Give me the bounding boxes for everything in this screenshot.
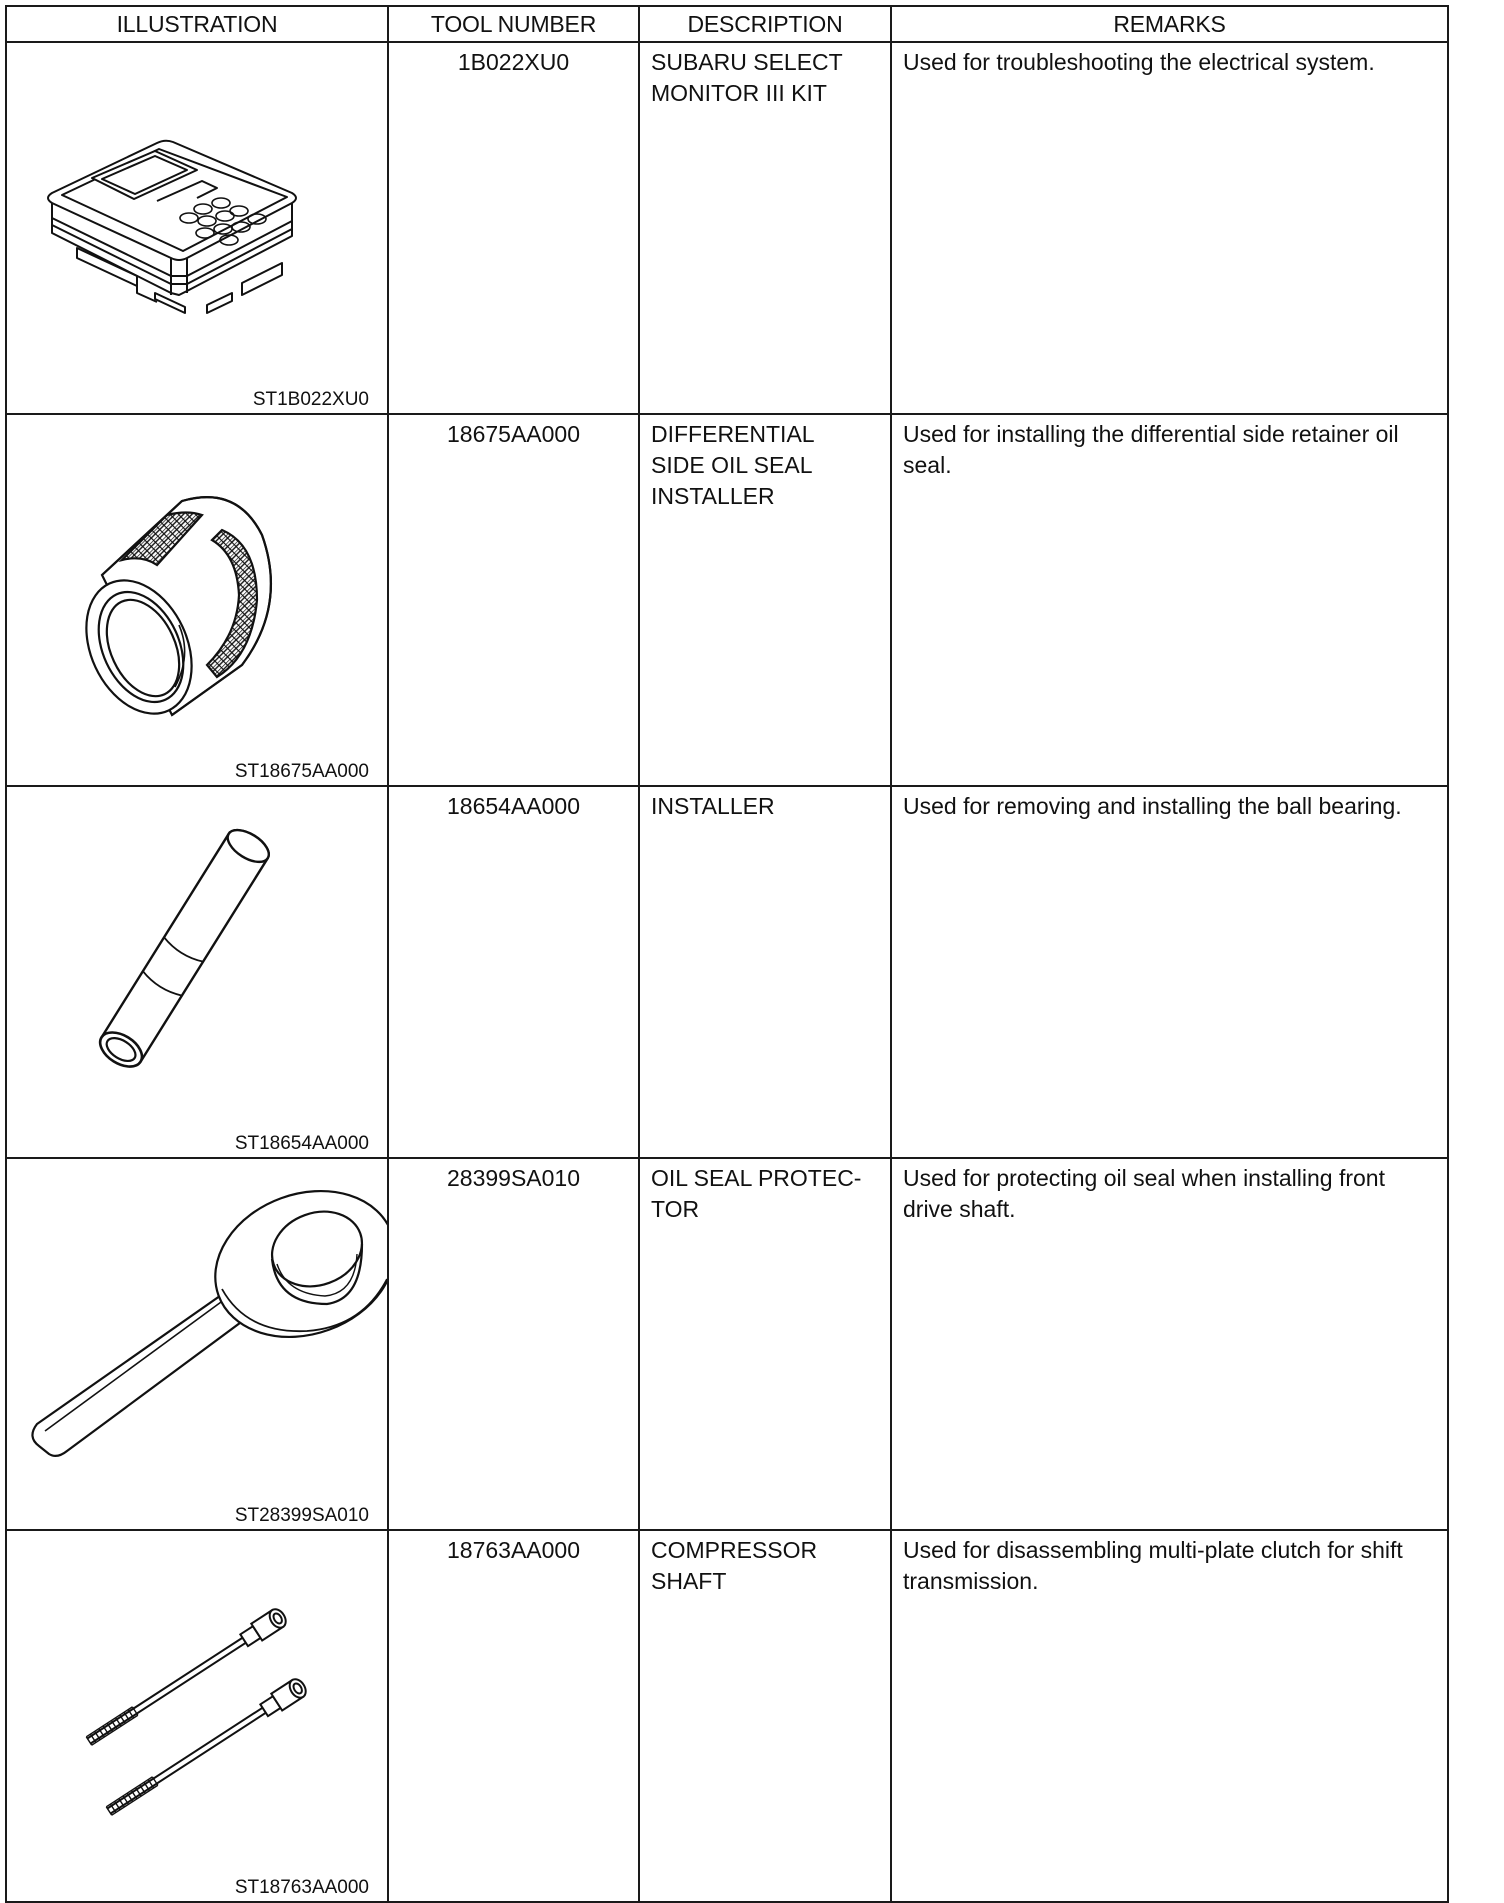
illustration-code: ST18763AA000	[234, 1877, 369, 1898]
header-remarks: REMARKS	[891, 6, 1448, 42]
illustration-code: ST18675AA000	[234, 761, 369, 782]
illustration-code: ST1B022XU0	[252, 389, 369, 410]
remarks-cell: Used for installing the differential side retainer oil seal.	[891, 414, 1448, 786]
table-row	[6, 786, 1448, 1158]
description-cell: COMPRESSOR SHAFT	[639, 1530, 891, 1902]
knurled-installer-icon	[7, 415, 387, 781]
compressor-shaft-icon	[7, 1531, 387, 1897]
header-description: DESCRIPTION	[639, 6, 891, 42]
special-tools-table	[5, 5, 1449, 1903]
tool-number-cell: 18675AA000	[388, 414, 639, 786]
illustration-cell	[6, 414, 388, 786]
illustration-code: ST18654AA000	[234, 1133, 369, 1154]
oil-seal-protector-icon	[7, 1159, 387, 1525]
table-row	[6, 414, 1448, 786]
illustration-cell	[6, 1530, 388, 1902]
description-cell: INSTALLER	[639, 786, 891, 1158]
tool-number-cell: 28399SA010	[388, 1158, 639, 1530]
table-row	[6, 1530, 1448, 1902]
description-cell: DIFFERENTIAL SIDE OIL SEAL INSTALLER	[639, 414, 891, 786]
table-row	[6, 42, 1448, 414]
illustration-cell	[6, 786, 388, 1158]
tool-number-cell: 18763AA000	[388, 1530, 639, 1902]
table-row	[6, 1158, 1448, 1530]
remarks-cell: Used for disassembling multi-plate clutch for shift transmission.	[891, 1530, 1448, 1902]
tool-number-cell: 18654AA000	[388, 786, 639, 1158]
select-monitor-icon	[7, 43, 387, 409]
remarks-cell: Used for protecting oil seal when installing front drive shaft.	[891, 1158, 1448, 1530]
remarks-cell: Used for troubleshooting the electrical system.	[891, 42, 1448, 414]
tube-installer-icon	[7, 787, 387, 1153]
remarks-cell: Used for removing and installing the ball bearing.	[891, 786, 1448, 1158]
header-tool-number: TOOL NUMBER	[388, 6, 639, 42]
illustration-cell	[6, 42, 388, 414]
illustration-cell	[6, 1158, 388, 1530]
description-cell: SUBARU SELECT MONITOR III KIT	[639, 42, 891, 414]
header-illustration: ILLUSTRATION	[6, 6, 388, 42]
illustration-code: ST28399SA010	[234, 1505, 369, 1526]
tool-number-cell: 1B022XU0	[388, 42, 639, 414]
header-row	[6, 6, 1448, 42]
description-cell: OIL SEAL PROTEC- TOR	[639, 1158, 891, 1530]
